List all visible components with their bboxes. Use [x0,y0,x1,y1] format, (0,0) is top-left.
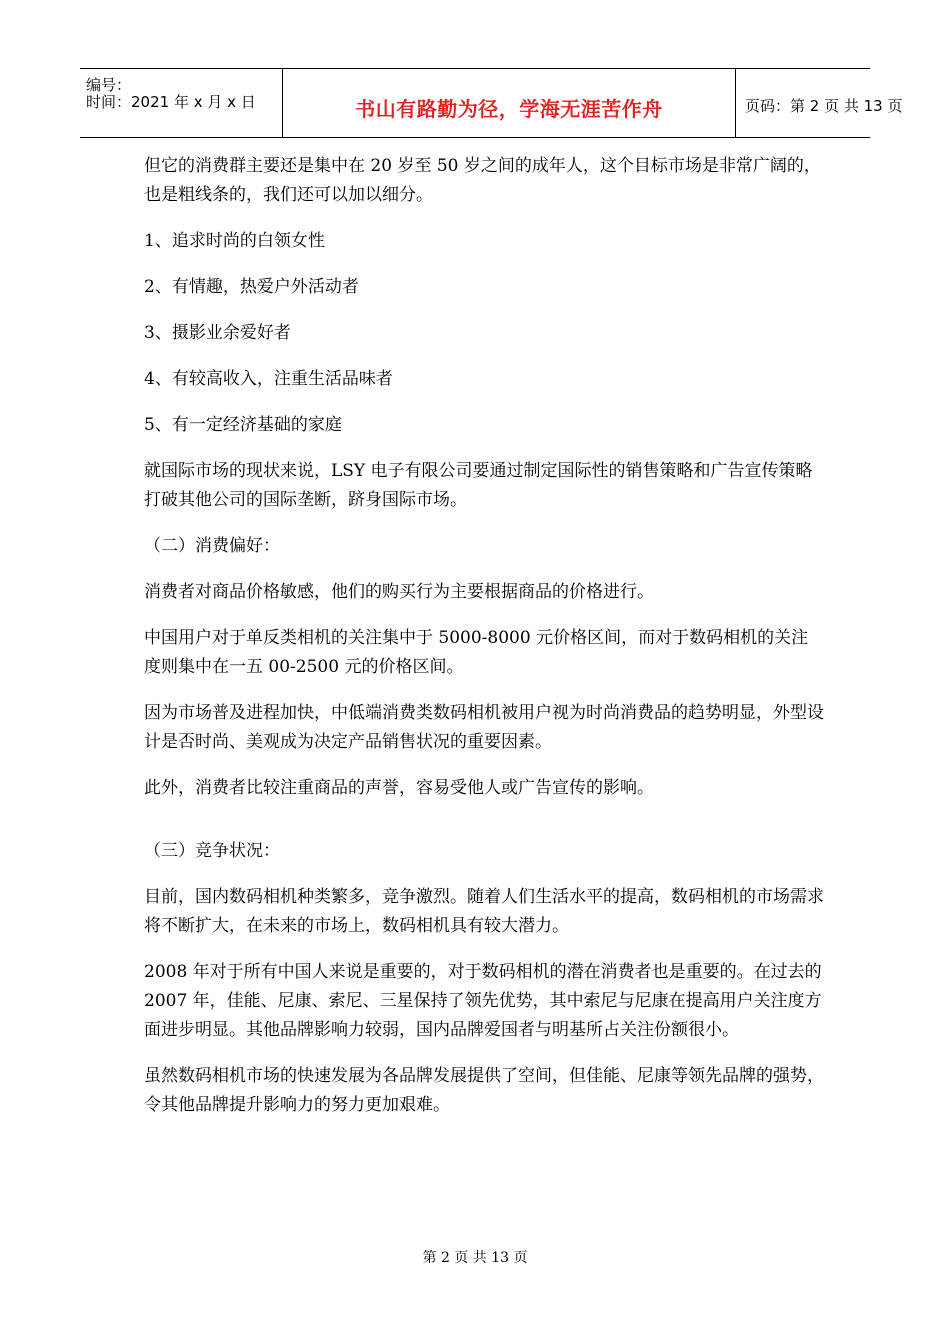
body-paragraph: 但它的消费群主要还是集中在 20 岁至 50 岁之间的成年人，这个目标市场是非常广阔的，也是粗线条的，我们还可以加以细分。 [144,156,821,205]
list-item: 5、有一定经济基础的家庭 [144,415,342,435]
document-date-label: 时间：2021 年 x 月 x 日 [86,93,256,111]
body-paragraph: 就国际市场的现状来说，LSY 电子有限公司要通过制定国际性的销售策略和广告宣传策略打破其他公司的国际垄断，跻身国际市场。 [144,461,813,510]
body-paragraph: 消费者对商品价格敏感，他们的购买行为主要根据商品的价格进行。 [144,582,654,602]
header-info-cell [80,69,283,137]
header-motto: 书山有路勤为径，学海无涯苦作舟 [355,97,663,121]
list-item: 1、追求时尚的白领女性 [144,231,325,251]
body-paragraph: 此外，消费者比较注重商品的声誉，容易受他人或广告宣传的影响。 [144,778,654,798]
body-paragraph: 虽然数码相机市场的快速发展为各品牌发展提供了空间，但佳能、尼康等领先品牌的强势，令其他品牌提升影响力的努力更加艰难。 [144,1066,824,1115]
body-paragraph: 因为市场普及进程加快，中低端消费类数码相机被用户视为时尚消费品的趋势明显，外型设计是否时尚、美观成为决定产品销售状况的重要因素。 [144,703,824,752]
header-motto-cell [283,69,736,137]
section-heading: （三）竞争状况： [144,841,280,861]
page-header-table [80,68,903,138]
document-body [144,152,824,1137]
paragraph-spacer [144,820,824,837]
body-paragraph: 目前，国内数码相机种类繁多，竞争激烈。随着人们生活水平的提高，数码相机的市场需求将不断扩大，在未来的市场上，数码相机具有较大潜力。 [144,887,824,936]
list-item: 4、有较高收入，注重生活品味者 [144,369,393,389]
header-page-cell [736,69,903,137]
header-page-info: 页码：第 2 页 共 13 页 [745,97,903,115]
list-item: 3、摄影业余爱好者 [144,323,291,343]
body-paragraph: 2008 年对于所有中国人来说是重要的，对于数码相机的潜在消费者也是重要的。在过去的 2007 年，佳能、尼康、索尼、三星保持了领先优势，其中索尼与尼康在提高用户关注度方面进步明显。其他品牌影响力较弱，国内品牌爱国者与明基所占关注份额很小。 [144,962,822,1040]
body-paragraph: 中国用户对于单反类相机的关注集中于 5000-8000 元价格区间，而对于数码相机的关注度则集中在一五 00-2500 元的价格区间。 [144,628,809,677]
list-item: 2、有情趣，热爱户外活动者 [144,277,359,297]
section-heading: （二）消费偏好： [144,536,280,556]
document-number-label: 编号： [86,76,132,94]
page-footer-number: 第 2 页 共 13 页 [422,1250,528,1266]
